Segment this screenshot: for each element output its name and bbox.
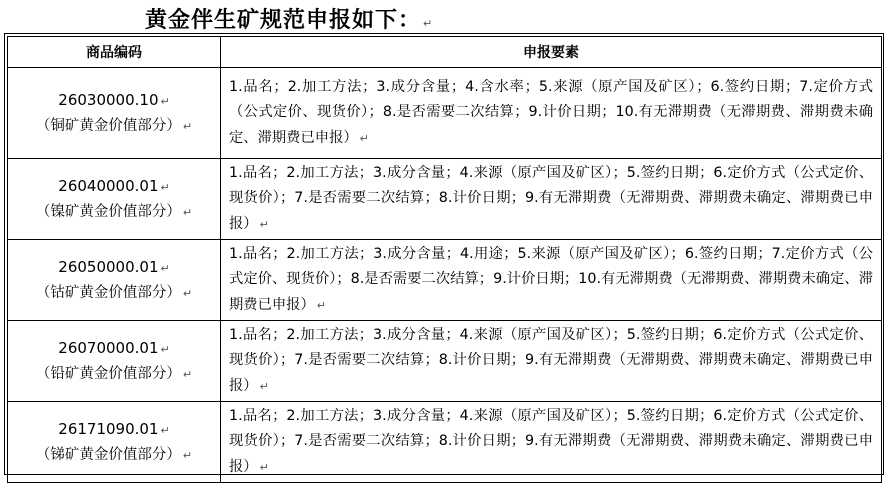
document-heading [145, 3, 433, 33]
declaration-elements: 1.品名；2.加工方法；3.成分含量；4.用途；5.来源（原产国及矿区）；6.签约日期；7.定价方式（公式定价、现货价）；8.是否需要二次结算；9.计价日期；10.有无滞期费（无滞期费、滞期费未确定、滞期费已申报） [229, 245, 873, 313]
paragraph-mark-icon: ↵ [160, 261, 170, 275]
paragraph-mark-icon: ↵ [423, 17, 434, 30]
commodity-name: （铜矿黄金价值部分） [35, 117, 181, 134]
declaration-table [7, 36, 882, 483]
commodity-code: 26040000.01 [58, 176, 159, 195]
declaration-elements: 1.品名；2.加工方法；3.成分含量；4.来源（原产国及矿区）；5.签约日期；6.定价方式（公式定价、现货价）；7.是否需要二次结算；8.计价日期；9.有无滞期费（无滞期费、滞期费未确定、滞期费已申报） [229, 407, 873, 475]
commodity-cell [8, 402, 221, 483]
paragraph-mark-icon: ↵ [182, 205, 193, 219]
declaration-elements: 1.品名；2.加工方法；3.成分含量；4.含水率；5.来源（原产国及矿区）；6.签约日期；7.定价方式（公式定价、现货价）；8.是否需要二次结算；9.计价日期；10.有无滞期费（无滞期费、滞期费未确定、滞期费已申报） [229, 78, 873, 146]
declaration-elements-cell [221, 159, 882, 240]
paragraph-mark-icon: ↵ [160, 94, 170, 108]
paragraph-mark-icon: ↵ [259, 217, 269, 231]
commodity-cell [8, 240, 221, 321]
header-declaration-elements: 申报要素 [221, 37, 882, 68]
table-row [8, 159, 882, 240]
paragraph-mark-icon: ↵ [359, 131, 369, 145]
paragraph-mark-icon: ↵ [160, 180, 170, 194]
commodity-cell [8, 159, 221, 240]
declaration-elements: 1.品名；2.加工方法；3.成分含量；4.来源（原产国及矿区）；5.签约日期；6.定价方式（公式定价、现货价）；7.是否需要二次结算；8.计价日期；9.有无滞期费（无滞期费、滞期费未确定、滞期费已申报） [229, 326, 873, 394]
commodity-code: 26050000.01 [58, 257, 159, 276]
paragraph-mark-icon: ↵ [160, 423, 170, 437]
heading-text: 黄金伴生矿规范申报如下： [145, 7, 422, 33]
paragraph-mark-icon: ↵ [182, 367, 193, 381]
paragraph-mark-icon: ↵ [182, 448, 193, 462]
table-row [8, 68, 882, 159]
commodity-name: （钴矿黄金价值部分） [35, 284, 181, 301]
commodity-name: （镍矿黄金价值部分） [35, 203, 181, 220]
paragraph-mark-icon: ↵ [182, 286, 193, 300]
commodity-cell [8, 321, 221, 402]
declaration-elements-cell [221, 321, 882, 402]
paragraph-mark-icon: ↵ [259, 379, 269, 393]
declaration-elements-cell [221, 240, 882, 321]
paragraph-mark-icon: ↵ [259, 460, 269, 474]
paragraph-mark-icon: ↵ [316, 298, 326, 312]
commodity-name: （锑矿黄金价值部分） [35, 446, 181, 463]
table-row [8, 402, 882, 483]
paragraph-mark-icon: ↵ [160, 342, 170, 356]
table-header-row [8, 37, 882, 68]
commodity-cell [8, 68, 221, 159]
commodity-name: （铅矿黄金价值部分） [35, 365, 181, 382]
commodity-code: 26030000.10 [58, 90, 159, 109]
paragraph-mark-icon: ↵ [182, 119, 193, 133]
table-row [8, 321, 882, 402]
commodity-code: 26171090.01 [58, 419, 159, 438]
declaration-elements-cell [221, 68, 882, 159]
header-commodity-code: 商品编码 [8, 37, 221, 68]
table-row [8, 240, 882, 321]
declaration-elements-cell [221, 402, 882, 483]
declaration-elements: 1.品名；2.加工方法；3.成分含量；4.来源（原产国及矿区）；5.签约日期；6.定价方式（公式定价、现货价）；7.是否需要二次结算；8.计价日期；9.有无滞期费（无滞期费、滞期费未确定、滞期费已申报） [229, 164, 873, 232]
commodity-code: 26070000.01 [58, 338, 159, 357]
